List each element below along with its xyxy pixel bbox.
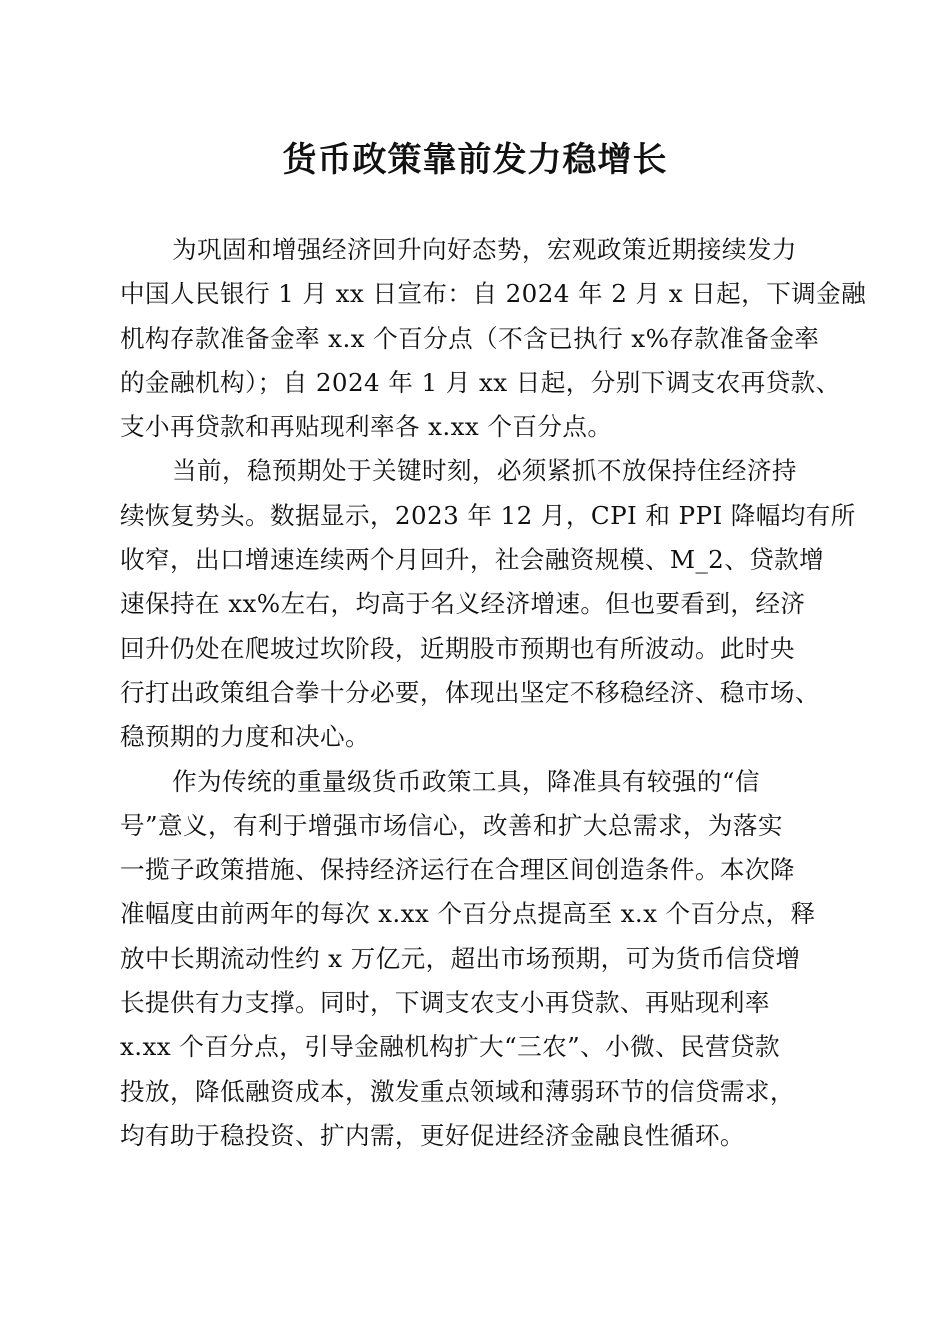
text-line: 准幅度由前两年的每次 x.xx 个百分点提高至 x.x 个百分点，释	[120, 899, 816, 929]
paragraph-1	[120, 228, 867, 449]
paragraph-3	[120, 760, 840, 1159]
text-line: 投放，降低融资成本，激发重点领域和薄弱环节的信贷需求，	[120, 1076, 795, 1106]
text-line: x.xx 个百分点，引导金融机构扩大“三农”、小微、民营贷款	[120, 1032, 781, 1062]
text-line: 回升仍处在爬坡过坎阶段，近期股市预期也有所波动。此时央	[120, 633, 795, 663]
text-line: 当前，稳预期处于关键时刻，必须紧抓不放保持住经济持	[172, 456, 797, 486]
text-line: 速保持在 xx%左右，均高于名义经济增速。但也要看到，经济	[120, 589, 806, 619]
text-line: 为巩固和增强经济回升向好态势，宏观政策近期接续发力	[172, 235, 797, 264]
text-line: 行打出政策组合拳十分必要，体现出坚定不移稳经济、稳市场、	[120, 677, 820, 707]
text-line: 号”意义，有利于增强市场信心，改善和扩大总需求，为落实	[120, 810, 783, 840]
text-line: 收窄，出口增速连续两个月回升，社会融资规模、M_2、贷款增	[120, 545, 825, 575]
text-line: 放中长期流动性约 x 万亿元，超出市场预期，可为货币信贷增	[120, 943, 801, 973]
document-body	[120, 228, 867, 1158]
text-line: 作为传统的重量级货币政策工具，降准具有较强的“信	[172, 766, 760, 796]
document-title: 货币政策靠前发力稳增长	[282, 140, 668, 180]
paragraph-2	[120, 449, 856, 759]
text-line: 续恢复势头。数据显示，2023 年 12 月，CPI 和 PPI 降幅均有所	[120, 500, 856, 530]
text-line: 均有助于稳投资、扩内需，更好促进经济金融良性循环。	[120, 1120, 745, 1150]
text-line: 中国人民银行 1 月 xx 日宣布：自 2024 年 2 月 x 日起，下调金融	[120, 279, 867, 309]
text-line: 稳预期的力度和决心。	[120, 722, 370, 752]
text-line: 长提供有力支撑。同时，下调支农支小再贷款、再贴现利率	[120, 988, 770, 1018]
text-line: 支小再贷款和再贴现利率各 x.xx 个百分点。	[120, 412, 613, 442]
text-line: 的金融机构）；自 2024 年 1 月 xx 日起，分别下调支农再贷款、	[120, 367, 841, 397]
text-line: 一揽子政策措施、保持经济运行在合理区间创造条件。本次降	[120, 855, 795, 885]
text-line: 机构存款准备金率 x.x 个百分点（不含已执行 x%存款准备金率	[120, 323, 820, 353]
